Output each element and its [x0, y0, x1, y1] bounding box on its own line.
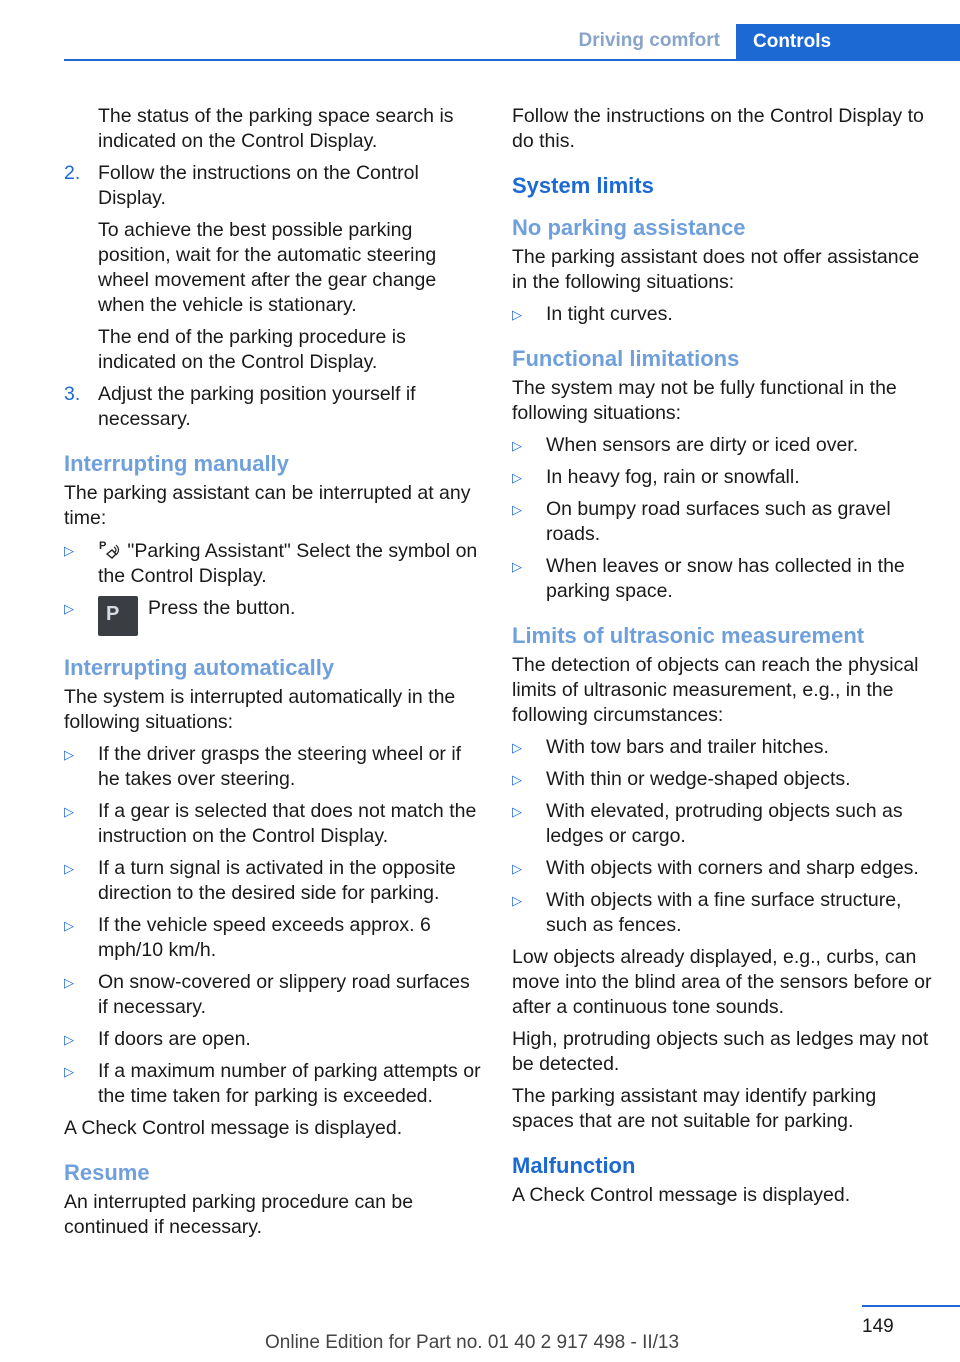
list-item: [512, 856, 932, 881]
triangle-bullet-icon: ▷: [64, 918, 74, 933]
step-3: [64, 382, 484, 432]
heading-resume: Resume: [64, 1160, 150, 1185]
list-item-text: "Parking Assistant" Select the symbol on the Control Display.: [98, 540, 478, 587]
step-number: 3.: [64, 383, 81, 405]
heading-no-parking-assistance: No parking assistance: [512, 215, 746, 240]
triangle-bullet-icon: ▷: [512, 740, 522, 755]
manual-list: [64, 538, 484, 636]
triangle-bullet-icon: ▷: [64, 747, 74, 762]
heading-malfunction: Malfunction: [512, 1153, 636, 1178]
intro-paragraph: Follow the instructions on the Control Display to do this.: [512, 105, 924, 152]
triangle-bullet-icon: ▷: [64, 601, 74, 616]
manual-paragraph: The parking assistant can be interrupted at any time:: [64, 482, 471, 529]
ultra-after-paragraph: Low objects already displayed, e.g., curbs, can move into the blind area of the sensors before or after a continuous tone sounds.: [512, 946, 932, 1018]
auto-after-paragraph: A Check Control message is displayed.: [64, 1117, 403, 1139]
list-item-text: When leaves or snow has collected in the parking space.: [546, 555, 905, 602]
list-item: [64, 742, 484, 792]
list-item-text: On bumpy road surfaces such as gravel roads.: [546, 498, 891, 545]
list-item: [64, 913, 484, 963]
triangle-bullet-icon: ▷: [512, 772, 522, 787]
list-item-text: With elevated, protruding objects such as ledges or cargo.: [546, 800, 903, 847]
func-list: [512, 433, 932, 604]
list-item: [512, 433, 932, 458]
list-item-text: On snow-covered or slippery road surfaces if necessary.: [98, 971, 470, 1018]
list-item: [64, 1027, 484, 1052]
triangle-bullet-icon: ▷: [64, 1032, 74, 1047]
resume-paragraph: An interrupted parking procedure can be continued if necessary.: [64, 1191, 414, 1238]
heading-functional-limitations: Functional limitations: [512, 346, 740, 371]
step-text: Adjust the parking position yourself if necessary.: [98, 383, 416, 430]
list-item-text: If a maximum number of parking attempts or the time taken for parking is exceeded.: [98, 1060, 481, 1107]
triangle-bullet-icon: ▷: [512, 861, 522, 876]
triangle-bullet-icon: ▷: [512, 307, 522, 322]
list-item-text: If a turn signal is activated in the opposite direction to the desired side for parking.: [98, 857, 456, 904]
step-text: Follow the instructions on the Control Display.: [98, 162, 419, 209]
list-item: [512, 767, 932, 792]
list-item: [64, 856, 484, 906]
triangle-bullet-icon: ▷: [64, 975, 74, 990]
list-item-text: With tow bars and trailer hitches.: [546, 736, 829, 758]
list-item: [64, 538, 484, 589]
list-item: [512, 554, 932, 604]
left-column: [64, 104, 484, 1247]
intro-paragraph: The status of the parking space search is indicated on the Control Display.: [98, 105, 454, 152]
list-item-text: Press the button.: [148, 597, 296, 619]
list-item-text: When sensors are dirty or iced over.: [546, 434, 859, 456]
parking-assistant-icon: [98, 538, 122, 560]
noassist-list: [512, 302, 932, 327]
list-item: [64, 596, 484, 636]
triangle-bullet-icon: ▷: [64, 804, 74, 819]
list-item: [512, 465, 932, 490]
list-item: [512, 497, 932, 547]
header-rule: [64, 59, 960, 61]
step-number: 2.: [64, 162, 81, 184]
ultra-paragraph: The detection of objects can reach the physical limits of ultrasonic measurement, e.g., in the following circumstances:: [512, 654, 919, 726]
triangle-bullet-icon: ▷: [512, 502, 522, 517]
auto-list: [64, 742, 484, 1109]
heading-ultrasonic-limits: Limits of ultrasonic measurement: [512, 623, 865, 648]
list-item-text: If the vehicle speed exceeds approx. 6 mph/10 km/h.: [98, 914, 431, 961]
list-item: [512, 888, 932, 938]
right-column: [512, 104, 932, 1215]
footer-edition: Online Edition for Part no. 01 40 2 917 498 - II/13: [265, 1332, 680, 1353]
triangle-bullet-icon: ▷: [512, 470, 522, 485]
triangle-bullet-icon: ▷: [64, 861, 74, 876]
list-item-text: In tight curves.: [546, 303, 673, 325]
ultra-after-paragraph: High, protruding objects such as ledges may not be detected.: [512, 1028, 929, 1075]
triangle-bullet-icon: ▷: [512, 804, 522, 819]
list-item: [512, 735, 932, 760]
list-item: [512, 302, 932, 327]
list-item: [64, 970, 484, 1020]
step-text: To achieve the best possible parking position, wait for the automatic steering wheel movement after the gear change when the vehicle is stationary.: [98, 219, 437, 316]
list-item-text: If the driver grasps the steering wheel or if he takes over steering.: [98, 743, 462, 790]
auto-paragraph: The system is interrupted automatically in the following situations:: [64, 686, 456, 733]
list-item-text: With thin or wedge-shaped objects.: [546, 768, 851, 790]
triangle-bullet-icon: ▷: [512, 438, 522, 453]
ultra-after-paragraph: The parking assistant may identify parking spaces that are not suitable for parking.: [512, 1085, 877, 1132]
step-2: [64, 161, 484, 375]
header-tab: Controls: [736, 24, 960, 61]
list-item-text: With objects with corners and sharp edges.: [546, 857, 919, 879]
ultra-list: [512, 735, 932, 938]
func-paragraph: The system may not be fully functional in the following situations:: [512, 377, 897, 424]
step-text: The end of the parking procedure is indicated on the Control Display.: [98, 326, 406, 373]
list-item-text: If doors are open.: [98, 1028, 251, 1050]
triangle-bullet-icon: ▷: [512, 559, 522, 574]
list-item: [64, 1059, 484, 1109]
triangle-bullet-icon: ▷: [64, 1064, 74, 1079]
header-section: Driving comfort: [578, 30, 720, 51]
heading-interrupting-automatically: Interrupting automatically: [64, 655, 335, 680]
noassist-paragraph: The parking assistant does not offer assistance in the following situations:: [512, 246, 920, 293]
footer-rule: [862, 1305, 960, 1307]
triangle-bullet-icon: ▷: [512, 893, 522, 908]
heading-system-limits: System limits: [512, 173, 654, 198]
malfunction-paragraph: A Check Control message is displayed.: [512, 1184, 851, 1206]
parking-assistant-button-icon: P: [98, 596, 138, 636]
list-item: [512, 799, 932, 849]
list-item-text: In heavy fog, rain or snowfall.: [546, 466, 800, 488]
heading-interrupting-manually: Interrupting manually: [64, 451, 289, 476]
svg-text:P: P: [99, 540, 107, 552]
list-item-text: With objects with a fine surface structure, such as fences.: [546, 889, 902, 936]
triangle-bullet-icon: ▷: [64, 543, 74, 558]
list-item-text: If a gear is selected that does not match the instruction on the Control Display.: [98, 800, 477, 847]
page-number: 149: [862, 1316, 894, 1337]
list-item: [64, 799, 484, 849]
